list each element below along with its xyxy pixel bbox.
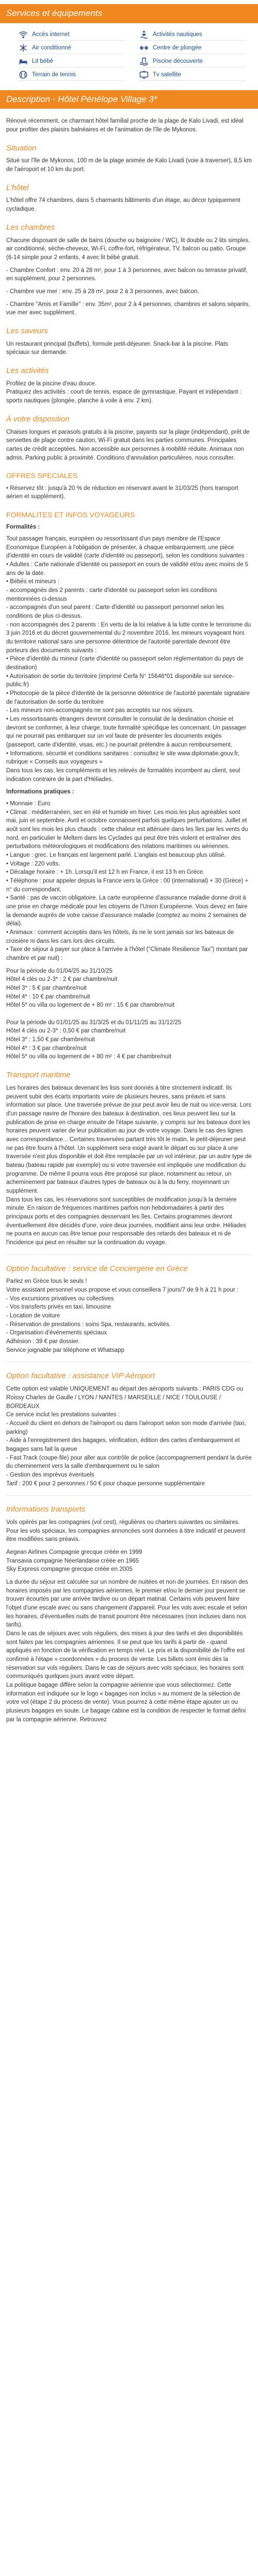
hotel-text: L'hôtel offre 74 chambres, dans 5 charmants bâtiments d'un étage, au décor typiquement cycladique. [6,197,240,213]
rooms-line: - Chambre vue mer : env. 25 à 28 m², pour 2 à 3 personnes, avec balcon. [6,288,199,295]
formalities-text: Tout passager français, européen ou ressortissant d'un pays membre de l'Espace Economique Européen à l'obligation de présenter, à chaque embarquement, une pièce d'identité en cours de validité (carte d'identité ou passeport), selon les conditions suivantes : • Adultes : Carte nationale d'identité ou passeport en cours de validité et/ou avec moins de 5 ans de la date. • Bébés et mineurs : - accompagnés des 2 parents : carte d'identité ou passeport selon les conditions mentionnées ci-dessus - accompagnés d'un seul parent : Carte d'identité ou passeport personnel selon les conditions de plus ci-dessus. - non accompagnés des 2 parents : En vertu de la loi relative à la lutte contre le terrorisme du 3 juin 2016 et du décret gouvernemental du 2 novembre 2016, les mineurs voyageant hors du territoire national sans une personne détentrice de l'autorité parentale devront être porteurs des documents suivants : • Pièce d'identité du mineur (carte d'identité ou passeport selon réglementation du pays de destination) • Autorisation de sortie du territoire (imprimé Cerfa N° 15646*01 disponible sur service-public.fr) • Photocopie de la pièce d'identité de la personne détentrice de l'autorité parentale signataire de l'autorisation de sortie du territoire - Les mineurs non-accompagnés ne sont pas acceptés sur nos séjours. • Les ressortissants étrangers devront consulter le consulat de la destination choisie et devront se conformer, à leur charge, toute formalité spécifique les concernant. Un passager qui ne pourrait pas embarquer sur un vol faute de présenter les documents exigés (passeport, carte d'identité, visas, etc.) ne pourrait prétendre à aucun remboursement. • Informations, sécurité et conditions sanitaires : consultez le site www.diplomatie.gouv.fr, rubrique « Conseils aux voyageurs » Dans tous les cas, les compléments et les relevés de formalités incombent au client, seul indication contraire de la part d'Héliades. [6,535,251,783]
transport-info-title: Informations transports [6,1505,86,1514]
rooms-title: Les chambres [6,223,55,232]
vip-text: Cette option est valable UNIQUEMENT au départ des aéroports suivants : PARIS CDG ou Roissy Charles de Gaulle / LYON / NANTES / MARSEILLE / NICE / TOULOUSE / BORDEAUX Ce service inclut les prestations suivantes : - Accueil du client en dehors de l'aéroport ou dans l'aéroport selon son mode d'arrivée (taxi, parking) - Aide à l'enregistrement des bagages, vérification, édition des cartes d'embarquement et bagages sans fait la queue - Fast Track (coupe-file) pour aller aux contrôle de police (accompagnement pendant la durée du cheminement vers la salle d'embarquement ou le salon - Gestion des imprévus éventuels Tarif : 200 € pour 2 personnes / 50 € pour chaque personne supplémentaire [6,1386,252,1487]
feature-item [19,29,125,41]
description-banner: Description - Hôtel Pénélope Village 3* [0,90,258,109]
feature-item [139,70,246,81]
situation-title: Situation [6,143,37,152]
facilities-title: À votre disposition [6,414,70,423]
maritime-title: Transport maritime [6,1071,71,1080]
situation-text: Situé sur l'île de Mykonos, 100 m de la plage animée de Kalo Livadi (voie à traverser), 8,5 km de l'aéroport et 10 km du port. [6,158,252,173]
bed-icon [19,57,28,66]
rooms-intro: Chacune disposant de salle de bains (douche ou baignoire / WC), lit double ou 2 lits simples, air conditionné, sèche-cheveux, Wi-Fi, coffre-fort, réfrigérateur, TV, balcon ou patio. Groupe (6-14 simple pour 2 enfants, 4 avec lit bébé gratuit. [6,237,250,261]
feature-label: Terrain de tennis [32,71,76,78]
feature-label: Air conditionné [32,44,72,51]
feature-label: Tv satellite [153,71,181,78]
air-conditioning-icon [19,43,28,53]
rooms-line: - Chambre "Amis et Famille" : env. 35m², pour 2 à 4 personnes, chambres et salons séparés, vue mer avec supplément. [6,301,250,316]
practical-info-heading: Informations pratiques : [6,789,74,795]
rooms-line: - Chambre Confort : env. 20 à 28 m², pour 1 à 3 personnes, avec balcon ou terrasse privatif, en supplément, pour 2 personnes. [6,267,248,282]
activities-text: Profitez de la piscine d'eau douce. Pratiquez des activités : court de tennis, espace de gymnastique. Payant et indépendant : sports nautiques (plongée, planche à voile à env. 2 km). [6,380,241,404]
services-banner: Services et équipements [0,4,258,23]
feature-item [139,56,246,67]
feature-label: Accès internet [32,31,70,38]
intro-text: Rénové récemment, ce charmant hôtel familial proche de la plage de Kalo Livadi, est idéal pour profiter des plaisirs balnéaires et de l'animation de l'île de Mykonos. [6,118,244,133]
tv-icon [139,70,149,79]
facilities-text: Chaises longues et parasols gratuits à la piscine, payants sur la plage (indépendant), prêt de serviettes de plage contre caution, Wi-Fi gratuit dans les parties communes. Principales cartes de crédit acceptées. Non accessible aux personnes à mobilité réduite. Animaux non admis. Parking public à proximité. Conditions d'annulation particulières, nous consulter. [6,429,250,461]
transport-info-intro: Vols opérés par les compagnies (vol cest), régulières ou charters suivantes ou similaires. Pour les vols spéciaux, les compagnies annoncées sont données à titre indicatif et peuvent être modifiées sans préavis. [6,1519,246,1543]
feature-label: Lit bébé [32,58,53,64]
activities-title: Les activités [6,366,49,376]
special-offers-text: • Réservez tôt : jusqu'à 20 % de réduction en réservant avant le 31/03/25 (hors transport aérien et supplément). [6,485,238,500]
feature-item [19,70,125,81]
fitness-icon [139,43,149,53]
concierge-title: Option facultative : service de Conciergerie en Grèce [6,1264,188,1273]
feature-label: Activités nautiques [153,31,202,38]
feature-label: Centre de plongée [153,44,202,51]
description-content [0,112,258,1730]
divider [6,1495,252,1496]
wifi-icon [19,30,28,39]
airline-list: Aegean Airlines Compagnie grecque créée en 1999 Transavia compagnie Néerlandaise créée en 1965 Sky Express compagnie grecque créée en 2005 [6,1549,142,1573]
feature-item [19,43,125,54]
concierge-text: Parlez en Grèce tous le seuls ! Votre assistant personnel vous propose et vous conseillera 7 jours/7 de 9 h à 21 h pour : - Vos excursions privatives ou collectives - Vos transferts privés en taxi, limousine - Location de voiture - Réservation de prestations : soins Spa, restaurants, activités. - Organisation d'événements spéciaux Adhésion : 39 € par dossier. Service joignable par téléphone et Whatsapp [6,1278,239,1353]
feature-item [19,56,125,67]
dining-title: Les saveurs [6,326,48,335]
tourist-tax-lines: Pour la période du 01/04/25 au 31/10/25 Hôtel 4 clés ou 2-3* : 2 € par chambre/nuit Hôtel 3* : 5 € par chambre/nuit Hôtel 4* : 10 € par chambre/nuit Hôtel 5* ou villa ou logement de + 80 m² : 15 € par chambre/nuit Pour la période du 01/01/25 au 31/3/25 et du 01/11/25 au 31/12/25 Hôtel 4 clés ou 2-3* : 0,50 € par chambre/nuit Hôtel 3* : 1,50 € par chambre/nuit Hôtel 4* : 3 € par chambre/nuit Hôtel 5* ou villa ou logement de + 80 m² : 4 € par chambre/nuit [6,968,182,1060]
activities-icon [139,30,149,39]
maritime-text: Les horaires des bateaux devenant les lisis sont donnés à titre strictement indicatif. Ils peuvent subir des écarts importants voire de plusieurs heures, sans préavis et sans information sur place. Une traversée prévue de jour peut avoir lieu de nuit ou vice-versa. Lors d'un passage navire de l'horaire des bateaux à destination, ces lieux peuvent lieu sur la publication de prise en charge ensuite de l'étape suivante, y compris sur les bateaux dont les horaires peuvent varier de leur publication au jour de votre voyage. Dans le cas des lignes avec correspondance... Certaines traversées partant très tôt le matin, le petit-déjeuner peut ne pas être fourni à l'hôtel. Un supplément sera exigé avant le départ ou sur place à une traversée n'est plus disponible et doit être remplacée par un vol intérieur, par un autre type de bateau (bateau rapide par exemple) ou si votre traversée est impliquée une modification du programme. De même il pourra vous être proposé sur place, notamment au retour, un acheminement par bateaux d'autres types de bateaux ou à la du ferry, moyennant un supplément. Dans tous les cas, les réservations sont susceptibles de modification jusqu'à la dernière minute. En raison de fréquences maritimes parfois non hebdomadaires à partir des principaux ports et des compagnies desservant les îles. Certains programmes devront éventuellement être décidés d'une, voire deux journées, modifiant ainsi leur ordre. Héliades ne pourra en aucun cas être tenue pour responsable des retards des bateaux et ni de l'incidence qui peut en résulter sur la continuation du voyage. [6,1084,252,1246]
dining-text: Un restaurant principal (buffets), formule petit-déjeuner. Snack-bar à la piscine. Plats spéciaux sur demande. [6,341,228,356]
feature-item [139,29,246,41]
special-offers-title: OFFRES SPECIALES [6,471,78,480]
features-grid [0,26,258,85]
vip-title: Option facultative : assistance VIP Aéroport [6,1371,155,1381]
transport-info-text: La durée du séjour est calculée sur un nombre de nuitées et non de journées. En raison des horaires imposés par les compagnies aériennes, le premier et/ou le dernier jour peuvent se trouver écourtés par une arrivée tardive ou un départ matinal. Certains vols peuvent faire l'objet d'une escale avec ou sans changement d'appareil. Pour les vols avec escale et selon les horaires, d'éventuelles nuits de transit pourront être nécessaires (non incluses dans nos tarifs). Dans le cas de séjours avec vols réguliers, des mises à jour des tarifs et des disponibilités sont faites par les compagnies aériennes. Il se peut que les tarifs à partir de - quand appliqués en fonction de la vérification en temps réel. Le prix et la disponibilité de l'offre est confirmé à l'étape « coordonnées » du process de vente. Les billets sont émis dès la réservation sur vols réguliers. Dans le cas de séjours avec vols spéciaux, les horaires sont communiqués quelques jours avant votre départ. La politique bagage diffère selon la compagnie aérienne que vous sélectionnez. Cette information est indiquée sur le logo « bagages non inclus » au moment de la sélection de votre vol (étape 2 du process de vente). Vous pourrez à cette même étape ajouter un ou plusieurs bagages en soute. Le bagage cabine est la condition de respecter le format défini par la compagnie aérienne. Retrouvez [6,1579,248,1723]
feature-item [139,43,246,54]
practical-info-text: • Monnaie : Euro • Climat : méditerranéen, sec en été et humide en hiver. Les mois les plus agréables sont mai, juin et septembre. Avril et octobre connaissent parfois quelques perturbations. Juillet et août sont les mois les plus chauds : cette chaleur est atténuée dans les îles par les vents du nord, en particulier le Meltem dans les Cyclades qui peut être très violent et entraîner des perturbations météorologiques et modifications des relations maritimes ou aériennes. • Langue : grec. Le français est largement parlé. L'anglais est beaucoup plus utilisé. • Voltage : 220 volts. • Décalage horaire : + 1h. Lorsqu'il est 12 h en France, il est 13 h en Grèce. • Téléphone : pour appeler depuis la France vers la Grèce : 00 (international) + 30 (Grèce) + n° du correspondant. • Santé : pas de vaccin obligatoire. La carte européenne d'assurance maladie donne droit à une prise en charge médicale pour les citoyens de l'Union Européenne. Vous devez en faire la demande auprès de votre caisse d'assurance maladie (comptez au moins 2 semaines de délai). • Animaux : comment acceptés dans les hôtels, ils ne le sont jamais sur les bateaux de croisière ni dans les cars lors des circuits. • Taxe de séjour à payer sur place à l'arrivée à l'hôtel ("Climate Resilience Tax") montant par chambre et par nuit) : [6,801,249,962]
formalities-heading: Formalités : [6,524,40,531]
pool-icon [139,57,149,66]
hotel-title: L'hôtel [6,183,29,192]
formalities-title: FORMALITES ET INFOS VOYAGEURS [6,510,135,519]
feature-label: Piscine découverte [153,58,203,64]
tennis-icon [19,70,28,79]
